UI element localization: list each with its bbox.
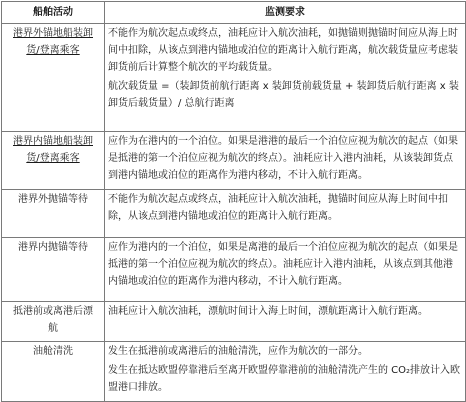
requirement-text: 发生在抵港前或离港后的油舱清洗，应作为航次的一部分。 (108, 346, 368, 357)
activity-label: 油舱清洗 (33, 346, 73, 357)
activity-label: 港界外抛锚等待 (18, 194, 88, 205)
activity-label: 抵港前或离港后漂 (13, 306, 93, 317)
activity-cell (2, 190, 105, 238)
activity-label: 航 (48, 323, 58, 334)
requirement-cell (105, 238, 466, 302)
requirement-text: 油耗应计入航次油耗，漂航时间计入海上时间，漂航距离计入航行距离。 (108, 306, 428, 317)
activity-cell (2, 342, 105, 402)
table-row (2, 190, 466, 238)
requirement-cell (105, 342, 466, 402)
activity-label: 货/登离乘客 (26, 45, 80, 56)
activity-label: 港界内锚地船装卸 (13, 136, 93, 147)
activity-cell (2, 24, 105, 132)
requirement-text: 应作为在港内的一个泊位。如果是港港的最后一个泊位应视为航次的起点（如果是抵港的第一个泊位应视为航次的终点）。油耗应计入港内油耗，从该装卸货点到港内锚地或泊位的距离作为港内移动，不计入航行距离。 (108, 136, 458, 181)
header-activity: 船舶活动 (2, 2, 105, 24)
requirement-cell (105, 132, 466, 190)
table-row (2, 342, 466, 402)
requirement-formula: 航次载货量 =（装卸货前航行距离 x 装卸货前载货量 + 装卸货后航行距离 x 装卸货后载货量）/ 总航行距离 (108, 81, 459, 109)
activity-cell (2, 132, 105, 190)
requirement-text: 发生在抵达欧盟停靠港后至离开欧盟停靠港前的油舱清洗产生的 CO₂排放计入欧盟港口排放。 (108, 365, 461, 393)
table-row (2, 302, 466, 342)
requirement-cell (105, 24, 466, 132)
requirement-cell (105, 302, 466, 342)
requirement-cell (105, 190, 466, 238)
activity-label: 货/登离乘客 (26, 153, 80, 164)
activity-label: 港界外锚地船装卸 (13, 28, 93, 39)
table-row (2, 132, 466, 190)
table-header-row (2, 2, 466, 24)
monitoring-requirements-table (1, 1, 466, 402)
table-row (2, 238, 466, 302)
requirement-text: 不能作为航次起点或终点，油耗应计入航次油耗，抛锚时间应从海上时间中扣除，从该点到港内锚地或泊位的距离计入航行距离。 (108, 194, 448, 222)
header-requirement: 监测要求 (105, 2, 466, 24)
table-row (2, 24, 466, 132)
activity-label: 港界内抛锚等待 (18, 242, 88, 253)
requirement-text: 应作为港内的一个泊位，如果是离港的最后一个泊位应视为航次的起点（如果是抵港的第一个泊位应视为航次的终点）。油耗应计入港内油耗，从该点到其他港内锚地或泊位的距离作为港内移动，不计入航行距离。 (108, 242, 458, 287)
activity-cell (2, 238, 105, 302)
requirement-text: 不能作为航次起点或终点，油耗应计入航次油耗，如抛锚则抛锚时间应从海上时间中扣除，从该点到港内锚地或泊位的距离计入航行距离，航次载货量应考虑装卸货前后计算整个航次的平均载货量。 (108, 28, 458, 73)
activity-cell (2, 302, 105, 342)
